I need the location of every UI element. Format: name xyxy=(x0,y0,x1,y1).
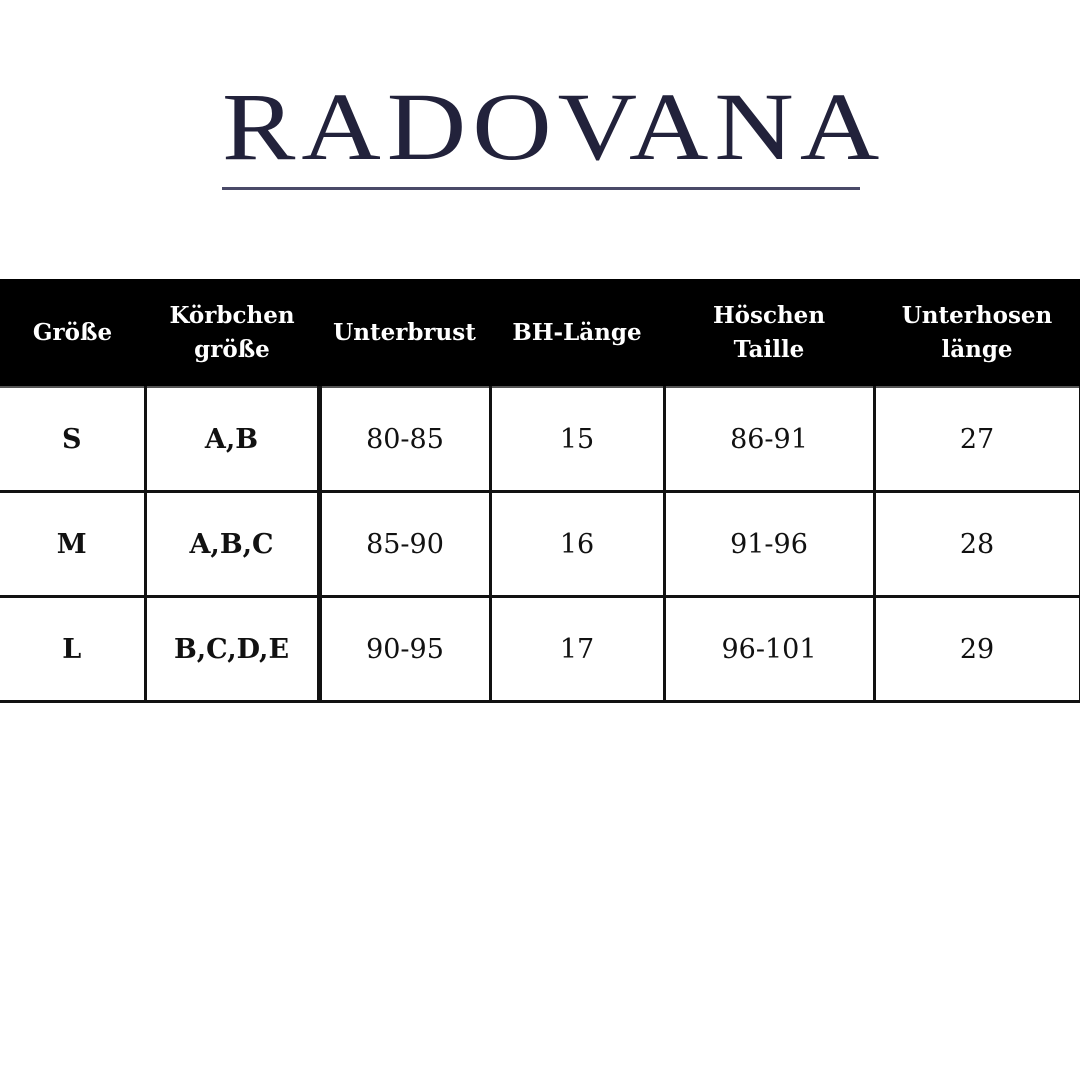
table-row xyxy=(0,492,1080,597)
cell-size: M xyxy=(0,492,145,597)
header-panty-waist: Höschen Taille xyxy=(664,279,874,387)
table-row xyxy=(0,597,1080,702)
header-panty-length: Unterhosen länge xyxy=(874,279,1080,387)
table-header-row xyxy=(0,279,1080,387)
cell-panty-length: 27 xyxy=(874,387,1080,492)
cell-cup-size: B,C,D,E xyxy=(145,597,319,702)
size-chart-table xyxy=(0,279,1080,703)
header-underbust: Unterbrust xyxy=(319,279,490,387)
cell-underbust: 80-85 xyxy=(319,387,490,492)
header-size: Größe xyxy=(0,279,145,387)
cell-size: S xyxy=(0,387,145,492)
brand-name: RADOVANA xyxy=(222,72,886,181)
cell-panty-waist: 86-91 xyxy=(664,387,874,492)
header-bra-length: BH-Länge xyxy=(490,279,664,387)
cell-size: L xyxy=(0,597,145,702)
cell-bra-length: 17 xyxy=(490,597,664,702)
brand-underline xyxy=(222,187,860,190)
header-cup-size: Körbchen größe xyxy=(145,279,319,387)
cell-bra-length: 16 xyxy=(490,492,664,597)
brand-logo xyxy=(222,72,886,193)
cell-panty-waist: 96-101 xyxy=(664,597,874,702)
cell-cup-size: A,B,C xyxy=(145,492,319,597)
cell-panty-length: 29 xyxy=(874,597,1080,702)
table-row xyxy=(0,387,1080,492)
cell-underbust: 85-90 xyxy=(319,492,490,597)
cell-bra-length: 15 xyxy=(490,387,664,492)
cell-panty-length: 28 xyxy=(874,492,1080,597)
cell-panty-waist: 91-96 xyxy=(664,492,874,597)
cell-cup-size: A,B xyxy=(145,387,319,492)
cell-underbust: 90-95 xyxy=(319,597,490,702)
